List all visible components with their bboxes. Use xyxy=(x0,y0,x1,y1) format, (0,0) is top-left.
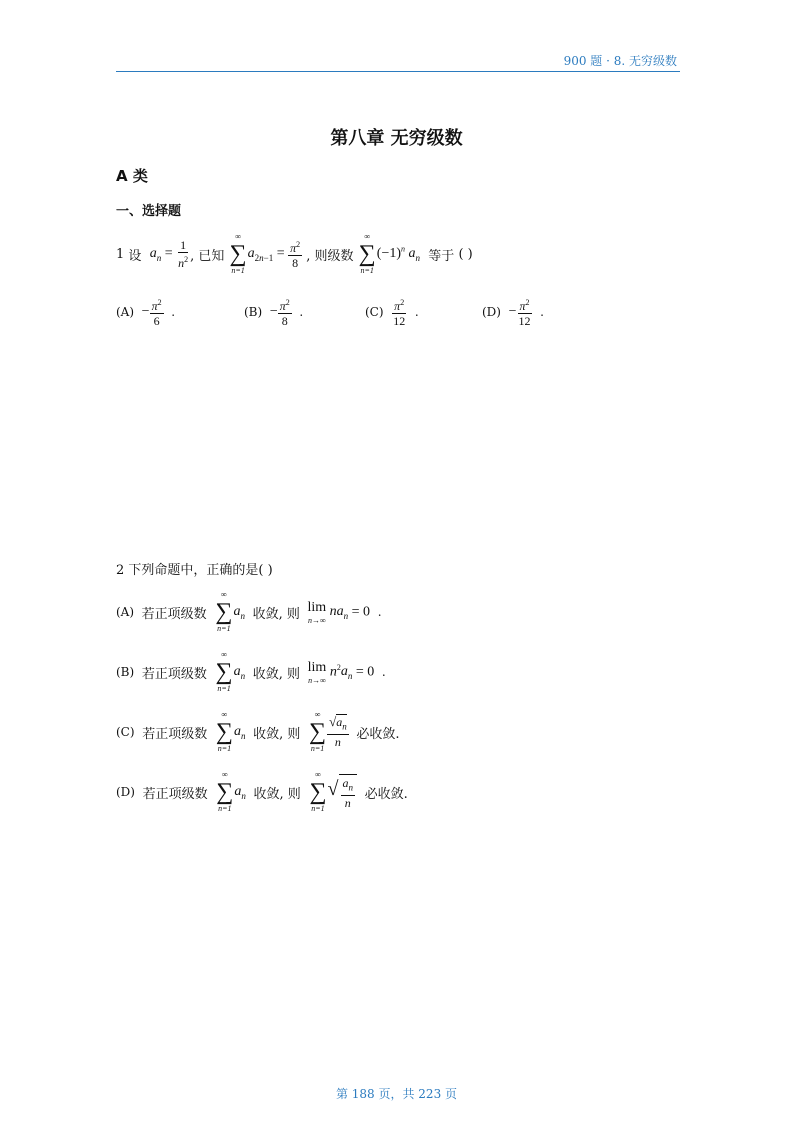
option-label: (B) xyxy=(244,305,263,319)
running-header: 900 题 · 8. 无穷级数 xyxy=(563,54,677,68)
converges-then-text: 收敛, 则 xyxy=(252,606,300,622)
q2-stem: 2 下列命题中，正确的是( ) xyxy=(116,563,273,578)
sqrt-an-over-n: $\frac{√a_n}{n}$ xyxy=(329,714,347,749)
q2-option-b: (B) 若正项级数 ∞ ∑ n=1 $a_n$ 收敛, 则 lim n→∞ $n^2a_n = 0$ . xyxy=(116,650,386,693)
option-dot: . xyxy=(299,305,304,319)
q1-known-word: , 已知 xyxy=(190,248,225,264)
limit-operator: lim n→∞ xyxy=(307,659,327,685)
option-label: (C) xyxy=(365,305,384,319)
q1-stem xyxy=(116,232,473,275)
q1-option-a: (A) − $\frac{\pi^2}{6}$ . xyxy=(116,298,176,328)
option-label: (D) xyxy=(116,785,135,799)
option-label: (D) xyxy=(482,305,501,319)
page-footer: 第 188 页，共 223 页 xyxy=(335,1087,458,1101)
equals-zero: = 0 xyxy=(355,664,375,680)
q1-option-d: (D) − $\frac{\pi^2}{12}$ . xyxy=(482,298,544,328)
must-converge-text: 必收敛. xyxy=(364,786,408,802)
header-rule xyxy=(116,71,680,72)
q2-option-a: (A) 若正项级数 ∞ ∑ n=1 $a_n$ 收敛, 则 lim n→∞ $na_n = 0$ . xyxy=(116,590,382,633)
converges-then-text: 收敛, 则 xyxy=(253,786,301,802)
q1-equals-word: 等于 xyxy=(428,248,455,264)
option-dot: . xyxy=(377,605,382,619)
premise-text: 若正项级数 xyxy=(142,786,208,802)
premise-text: 若正项级数 xyxy=(141,666,207,682)
sqrt-of-fraction: √ $\frac{a_n}{n}$ xyxy=(328,774,357,809)
premise-text: 若正项级数 xyxy=(142,726,208,742)
q1-number: 1 xyxy=(116,246,125,262)
sigma-symbol: ∞ ∑ n=1 xyxy=(229,232,247,275)
q1-known-sum: ∞ ∑ n=1 $a_{2n-1}$ = $\frac{\pi^2}{8}$ xyxy=(229,232,301,275)
option-label: (A) xyxy=(116,605,135,619)
q1-option-c: (C) $\frac{\pi^2}{12}$ . xyxy=(365,298,419,328)
limit-operator: lim n→∞ xyxy=(307,599,327,625)
converges-then-text: 收敛, 则 xyxy=(253,726,301,742)
option-dot: . xyxy=(414,305,419,319)
option-label: (C) xyxy=(116,725,135,739)
category-heading: A 类 xyxy=(116,167,148,185)
option-c-denominator: 12 xyxy=(393,314,406,328)
q1-option-b: (B) − $\frac{\pi^2}{8}$ . xyxy=(244,298,304,328)
option-label: (A) xyxy=(116,305,135,319)
q2-option-c: (C) 若正项级数 ∞ ∑ n=1 $a_n$ 收敛, 则 ∞ ∑ n=1 $\frac{√a_n}{n}$ 必收敛. xyxy=(116,710,400,753)
option-dot: . xyxy=(171,305,176,319)
chapter-title: 第八章 无穷级数 xyxy=(330,128,463,149)
q1-answer-paren: ( ) xyxy=(458,246,473,262)
premise-text: 若正项级数 xyxy=(141,606,207,622)
q2-option-d: (D) 若正项级数 ∞ ∑ n=1 $a_n$ 收敛, 则 ∞ ∑ n=1 √ $\frac{a_n}{n}$ 必收敛. xyxy=(116,770,408,813)
q1-target-sum: ∞ ∑ n=1 $(-1)^n$ $a_n$ xyxy=(358,232,421,275)
q1-an-definition: $a_n$ = $\frac{1}{n^2}$ xyxy=(149,238,189,270)
frac-1-over-n2: $\frac{1}{n^2}$ xyxy=(178,238,189,270)
option-dot: . xyxy=(381,665,386,679)
option-d-denominator: 12 xyxy=(518,314,531,328)
q1-set-word: 设 xyxy=(128,248,142,264)
q1-then-word: , 则级数 xyxy=(306,248,354,264)
option-label: (B) xyxy=(116,665,135,679)
equals-zero: = 0 xyxy=(351,604,371,620)
option-dot: . xyxy=(540,305,544,319)
must-converge-text: 必收敛. xyxy=(356,726,400,742)
converges-then-text: 收敛, 则 xyxy=(252,666,300,682)
section-heading: 一、选择题 xyxy=(116,204,182,219)
sigma-symbol: ∞ ∑ n=1 xyxy=(358,232,376,275)
option-a-denominator: 6 xyxy=(153,314,160,328)
option-b-denominator: 8 xyxy=(281,314,288,328)
